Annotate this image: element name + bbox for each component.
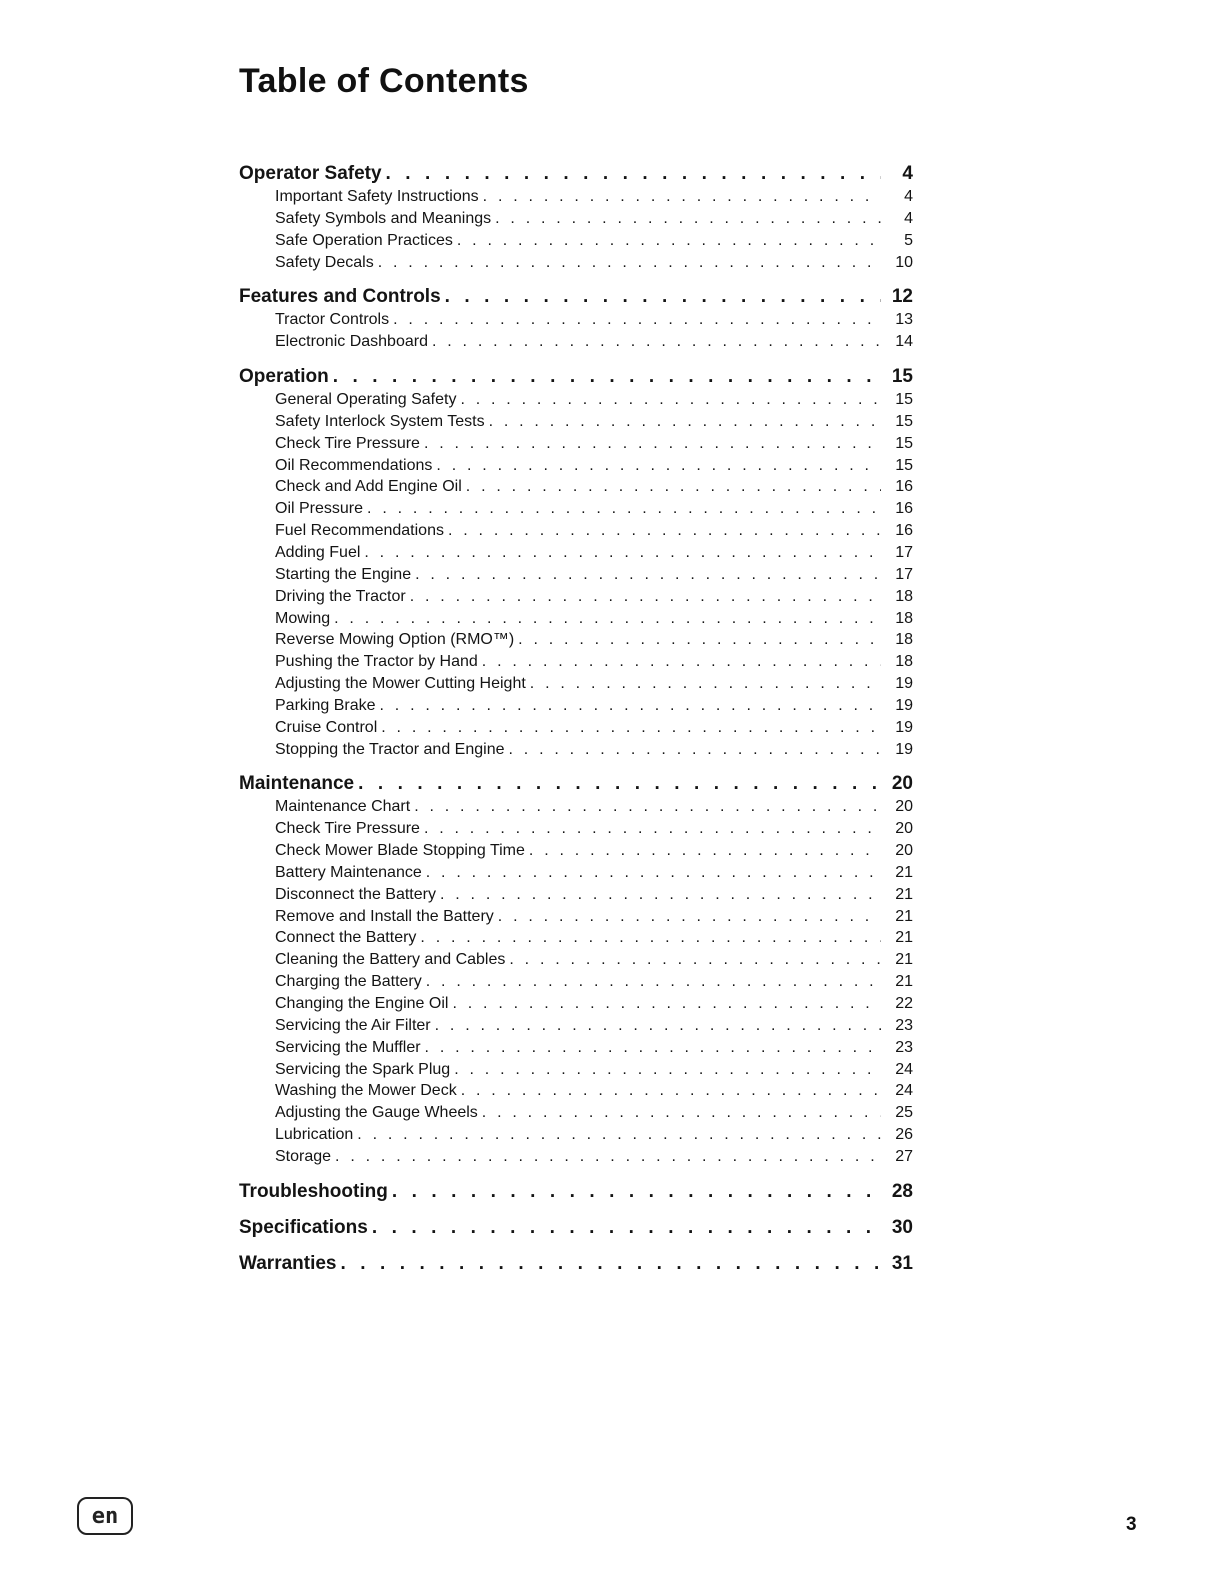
- toc-entry[interactable]: [239, 884, 913, 906]
- toc-entry[interactable]: [239, 476, 913, 498]
- dot-leader: [381, 717, 881, 739]
- toc-entry-page: 21: [895, 973, 913, 991]
- dot-leader: [367, 498, 881, 520]
- dot-leader: [530, 673, 881, 695]
- dot-leader: [334, 608, 881, 630]
- toc-entry-page: 10: [895, 253, 913, 271]
- toc-entry-label: Electronic Dashboard: [275, 333, 428, 351]
- toc-entry-page: 18: [895, 587, 913, 605]
- dot-leader: [518, 629, 881, 651]
- toc-entry[interactable]: [239, 331, 913, 353]
- toc-entry-label: Stopping the Tractor and Engine: [275, 740, 505, 758]
- toc-entry-label: Adjusting the Mower Cutting Height: [275, 675, 526, 693]
- toc-section-title: Specifications: [239, 1216, 368, 1238]
- toc-entry-page: 16: [895, 522, 913, 540]
- toc-entry[interactable]: [239, 971, 913, 993]
- toc-entry-page: 18: [895, 653, 913, 671]
- toc-entry[interactable]: [239, 498, 913, 520]
- toc-section-page: 12: [891, 286, 913, 308]
- toc-entry[interactable]: [239, 520, 913, 542]
- dot-leader: [420, 927, 881, 949]
- toc-entry-page: 21: [895, 951, 913, 969]
- toc-entry-page: 23: [895, 1016, 913, 1034]
- page-number: 3: [1126, 1514, 1137, 1535]
- dot-leader: [393, 309, 881, 331]
- toc-entry-page: 19: [895, 696, 913, 714]
- toc-entry-label: Oil Recommendations: [275, 456, 433, 474]
- toc-entry-label: Check and Add Engine Oil: [275, 478, 462, 496]
- toc-entry[interactable]: [239, 927, 913, 949]
- toc-entry-label: Parking Brake: [275, 696, 376, 714]
- dot-leader: [460, 389, 881, 411]
- dot-leader: [461, 1080, 881, 1102]
- toc-entry[interactable]: [239, 1146, 913, 1168]
- dot-leader: [457, 230, 881, 252]
- toc-entry-label: Disconnect the Battery: [275, 885, 436, 903]
- page-title: Table of Contents: [239, 62, 529, 100]
- toc-entry-page: 26: [895, 1126, 913, 1144]
- toc-section: [239, 1216, 913, 1240]
- toc-entry[interactable]: [239, 629, 913, 651]
- dot-leader: [335, 1146, 881, 1168]
- toc-section: [239, 365, 913, 760]
- toc-entry-label: Washing the Mower Deck: [275, 1082, 457, 1100]
- toc-section-title: Warranties: [239, 1252, 337, 1274]
- toc-entry[interactable]: [239, 1080, 913, 1102]
- toc-section: [239, 772, 913, 1167]
- toc-entry-label: Safe Operation Practices: [275, 231, 453, 249]
- toc-entry-page: 15: [895, 412, 913, 430]
- toc-entry-page: 21: [895, 863, 913, 881]
- toc-entry[interactable]: [239, 949, 913, 971]
- dot-leader: [410, 586, 881, 608]
- dot-leader: [489, 411, 881, 433]
- toc-entry-label: Check Tire Pressure: [275, 820, 420, 838]
- toc-entry-page: 21: [895, 929, 913, 947]
- toc-entry[interactable]: [239, 252, 913, 274]
- toc-entry-page: 21: [895, 907, 913, 925]
- toc-entry-page: 4: [904, 188, 913, 205]
- toc-section-title: Maintenance: [239, 773, 355, 795]
- toc-section-page: 28: [891, 1180, 913, 1202]
- toc-entry-label: Driving the Tractor: [275, 587, 406, 605]
- toc-entry-page: 15: [895, 434, 913, 452]
- toc-section-page: 31: [891, 1252, 913, 1274]
- toc-entry-page: 27: [895, 1147, 913, 1165]
- dot-leader: [357, 1124, 881, 1146]
- toc-entry-page: 13: [895, 311, 913, 329]
- dot-leader: [498, 906, 881, 928]
- toc-entry-label: Fuel Recommendations: [275, 522, 444, 540]
- toc-entry[interactable]: [239, 586, 913, 608]
- toc-entry[interactable]: [239, 840, 913, 862]
- toc-entry-label: Charging the Battery: [275, 973, 422, 991]
- toc-entry-page: 14: [895, 333, 913, 351]
- toc-section-page: 30: [891, 1216, 913, 1238]
- toc-section: [239, 285, 913, 353]
- toc-entry[interactable]: [239, 651, 913, 673]
- toc-entry[interactable]: [239, 862, 913, 884]
- toc-entry-page: 19: [895, 675, 913, 693]
- dot-leader: [386, 162, 881, 186]
- toc-entry-label: Battery Maintenance: [275, 863, 422, 881]
- toc-entry-page: 18: [895, 609, 913, 627]
- table-of-contents: [239, 162, 913, 1276]
- toc-entry-label: Reverse Mowing Option (RMO™): [275, 631, 515, 649]
- dot-leader: [378, 252, 881, 274]
- toc-entry-label: Safety Interlock System Tests: [275, 412, 485, 430]
- toc-entry-page: 25: [895, 1104, 913, 1122]
- toc-entry-page: 19: [895, 740, 913, 758]
- language-badge: en: [77, 1497, 133, 1535]
- toc-section-heading[interactable]: [239, 1180, 913, 1204]
- dot-leader: [454, 1059, 881, 1081]
- toc-section: [239, 162, 913, 273]
- dot-leader: [424, 433, 881, 455]
- toc-entry-label: Mowing: [275, 609, 331, 627]
- toc-section-heading[interactable]: [239, 162, 913, 186]
- toc-entry-page: 23: [895, 1038, 913, 1056]
- dot-leader: [380, 695, 882, 717]
- toc-entry[interactable]: [239, 433, 913, 455]
- dot-leader: [482, 651, 881, 673]
- dot-leader: [495, 208, 881, 230]
- toc-entry[interactable]: [239, 186, 913, 208]
- toc-entry-label: Safety Decals: [275, 253, 374, 271]
- toc-section-heading[interactable]: [239, 365, 913, 389]
- dot-leader: [482, 1102, 881, 1124]
- toc-entry-label: Lubrication: [275, 1126, 354, 1144]
- toc-entry-label: Maintenance Chart: [275, 798, 411, 816]
- dot-leader: [425, 1037, 881, 1059]
- toc-section-heading[interactable]: [239, 1216, 913, 1240]
- toc-entry[interactable]: [239, 1059, 913, 1081]
- dot-leader: [364, 542, 881, 564]
- toc-entry-page: 19: [895, 718, 913, 736]
- toc-entry[interactable]: [239, 1037, 913, 1059]
- toc-entry-label: Cleaning the Battery and Cables: [275, 951, 506, 969]
- toc-section-page: 20: [891, 773, 913, 795]
- toc-entry-page: 18: [895, 631, 913, 649]
- toc-entry[interactable]: [239, 906, 913, 928]
- toc-entry-label: Storage: [275, 1147, 332, 1165]
- toc-entry[interactable]: [239, 1102, 913, 1124]
- toc-entry[interactable]: [239, 564, 913, 586]
- toc-entry[interactable]: [239, 1124, 913, 1146]
- toc-entry-page: 21: [895, 885, 913, 903]
- toc-entry-page: 20: [895, 820, 913, 838]
- toc-section-page: 15: [891, 366, 913, 388]
- toc-entry-label: Servicing the Muffler: [275, 1038, 421, 1056]
- toc-section-title: Troubleshooting: [239, 1180, 388, 1202]
- toc-entry-label: Important Safety Instructions: [275, 188, 479, 205]
- toc-section-page: 4: [902, 163, 913, 184]
- toc-entry[interactable]: [239, 717, 913, 739]
- toc-entry-page: 5: [904, 231, 913, 249]
- toc-entry[interactable]: [239, 695, 913, 717]
- dot-leader: [392, 1180, 881, 1204]
- toc-entry-page: 24: [895, 1060, 913, 1078]
- toc-entry-label: Check Mower Blade Stopping Time: [275, 842, 525, 860]
- toc-entry-label: Adjusting the Gauge Wheels: [275, 1104, 478, 1122]
- toc-entry[interactable]: [239, 796, 913, 818]
- dot-leader: [432, 331, 881, 353]
- toc-entry-label: Changing the Engine Oil: [275, 995, 449, 1012]
- toc-entry-label: Starting the Engine: [275, 565, 412, 583]
- toc-entry[interactable]: [239, 389, 913, 411]
- toc-entry[interactable]: [239, 608, 913, 630]
- toc-entry-label: Remove and Install the Battery: [275, 907, 494, 925]
- toc-entry-page: 16: [895, 478, 913, 496]
- dot-leader: [341, 1252, 882, 1276]
- toc-entry[interactable]: [239, 208, 913, 230]
- dot-leader: [509, 949, 881, 971]
- toc-section: [239, 1180, 913, 1204]
- toc-entry-page: 15: [895, 391, 913, 409]
- dot-leader: [426, 971, 881, 993]
- toc-entry[interactable]: [239, 411, 913, 433]
- toc-entry[interactable]: [239, 309, 913, 331]
- toc-section-heading[interactable]: [239, 285, 913, 309]
- toc-section-title: Operator Safety: [239, 163, 382, 184]
- toc-entry-page: 24: [895, 1082, 913, 1100]
- toc-entry-label: Safety Symbols and Meanings: [275, 209, 492, 227]
- toc-entry-label: Oil Pressure: [275, 500, 364, 518]
- toc-entry[interactable]: [239, 230, 913, 252]
- toc-entry-page: 20: [895, 842, 913, 860]
- toc-entry-label: Connect the Battery: [275, 929, 417, 947]
- toc-section: [239, 1252, 913, 1276]
- dot-leader: [435, 1015, 881, 1037]
- dot-leader: [426, 862, 881, 884]
- dot-leader: [414, 796, 881, 818]
- toc-section-heading[interactable]: [239, 772, 913, 796]
- dot-leader: [424, 818, 881, 840]
- dot-leader: [436, 455, 881, 477]
- dot-leader: [509, 739, 882, 761]
- dot-leader: [358, 772, 881, 796]
- dot-leader: [372, 1216, 881, 1240]
- dot-leader: [483, 186, 881, 208]
- toc-entry[interactable]: [239, 542, 913, 564]
- dot-leader: [440, 884, 881, 906]
- dot-leader: [445, 285, 881, 309]
- toc-entry-page: 16: [895, 500, 913, 518]
- dot-leader: [452, 993, 881, 1015]
- toc-entry-page: 22: [895, 995, 913, 1012]
- toc-entry-page: 4: [904, 209, 913, 227]
- toc-entry-page: 17: [895, 565, 913, 583]
- dot-leader: [415, 564, 881, 586]
- toc-entry[interactable]: [239, 739, 913, 761]
- toc-entry-label: Check Tire Pressure: [275, 434, 420, 452]
- toc-entry[interactable]: [239, 455, 913, 477]
- dot-leader: [466, 476, 881, 498]
- toc-entry-page: 17: [895, 543, 913, 561]
- toc-entry-label: Pushing the Tractor by Hand: [275, 653, 478, 671]
- toc-entry-label: Tractor Controls: [275, 311, 390, 329]
- toc-entry-label: Servicing the Spark Plug: [275, 1060, 451, 1078]
- toc-entry[interactable]: [239, 818, 913, 840]
- toc-section-title: Operation: [239, 366, 329, 388]
- dot-leader: [333, 365, 881, 389]
- toc-section-title: Features and Controls: [239, 286, 441, 308]
- toc-entry-page: 20: [895, 798, 913, 816]
- toc-entry[interactable]: [239, 993, 913, 1015]
- dot-leader: [529, 840, 881, 862]
- toc-entry[interactable]: [239, 1015, 913, 1037]
- toc-entry-label: Servicing the Air Filter: [275, 1016, 431, 1034]
- toc-entry-label: Cruise Control: [275, 718, 378, 736]
- toc-entry-page: 15: [895, 456, 913, 474]
- toc-entry-label: Adding Fuel: [275, 543, 361, 561]
- toc-entry-label: General Operating Safety: [275, 391, 457, 409]
- toc-entry[interactable]: [239, 673, 913, 695]
- toc-section-heading[interactable]: [239, 1252, 913, 1276]
- dot-leader: [448, 520, 881, 542]
